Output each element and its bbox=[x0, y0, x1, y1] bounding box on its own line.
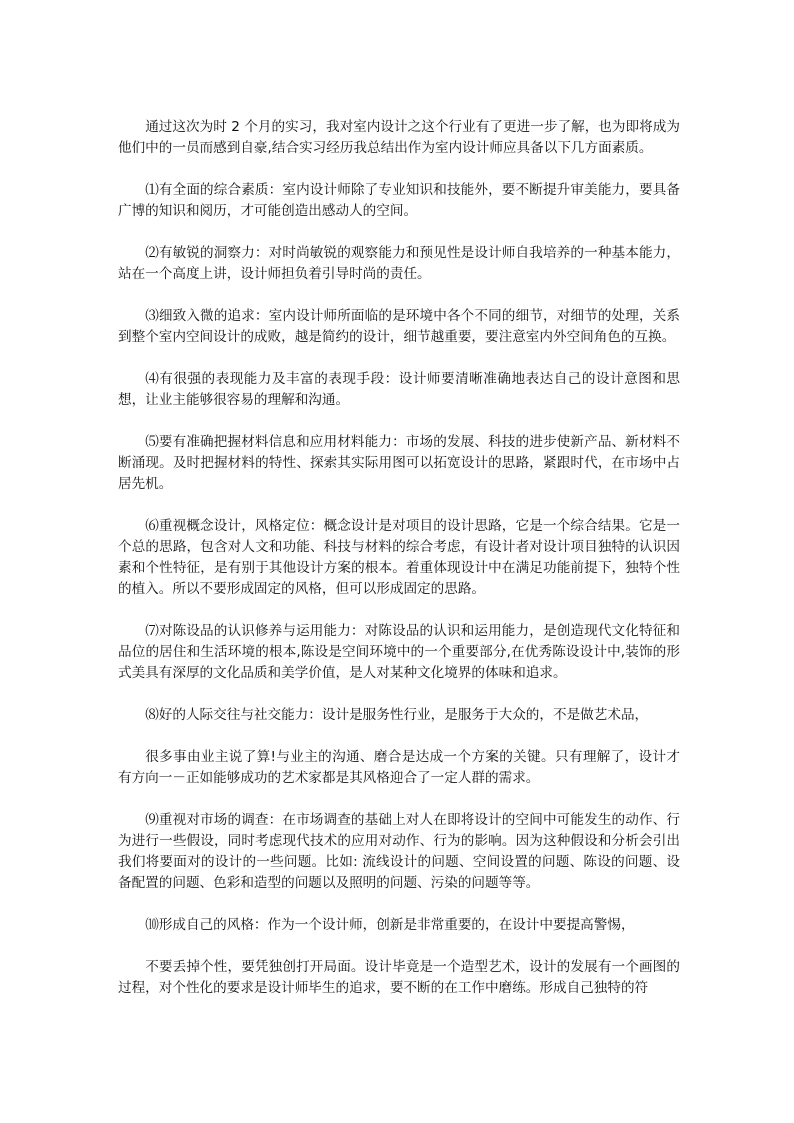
paragraph-item-3: ⑶细致入微的追求：室内设计师所面临的是环境中各个不同的细节，对细节的处理，关系到整个室内空间设计的成败，越是简约的设计，细节越重要，要注意室内外空间角色的互换。 bbox=[118, 308, 680, 345]
paragraph-item-2: ⑵有敏锐的洞察力：对时尚敏锐的观察能力和预见性是设计师自我培养的一种基本能力，站在一个高度上讲，设计师担负着引导时尚的责任。 bbox=[118, 245, 680, 282]
paragraph-item-8-continued: 很多事由业主说了算!与业主的沟通、磨合是达成一个方案的关键。只有理解了，设计才有方向一－正如能够成功的艺术家都是其风格迎合了一定人群的需求。 bbox=[118, 749, 680, 786]
paragraph-item-5: ⑸要有准确把握材料信息和应用材料能力：市场的发展、科技的进步使新产品、新材料不断涌现。及时把握材料的特性、探索其实际用图可以拓宽设计的思路，紧跟时代，在市场中占居先机。 bbox=[118, 434, 680, 492]
document-body bbox=[118, 117, 680, 999]
paragraph-item-10: ⑽形成自己的风格：作为一个设计师，创新是非常重要的，在设计中要提高警惕， bbox=[145, 917, 635, 933]
paragraph-item-1: ⑴有全面的综合素质：室内设计师除了专业知识和技能外，要不断提升审美能力，要具备广博的知识和阅历，才可能创造出感动人的空间。 bbox=[118, 182, 680, 219]
paragraph-item-9: ⑼重视对市场的调查：在市场调查的基础上对人在即将设计的空间中可能发生的动作、行为进行一些假设，同时考虑现代技术的应用对动作、行为的影响。因为这种假设和分析会引出我们将要面对的设计的一些问题。比如: 流线设计的问题、空间设置的问题、陈设的问题、设备配置的问题、色彩和造型的问题以及照明的问题、污染的问题等等。 bbox=[118, 812, 680, 891]
paragraph-item-10-continued: 不要丢掉个性，要凭独创打开局面。设计毕竟是一个造型艺术，设计的发展有一个画图的过程，对个性化的要求是设计师毕生的追求，要不断的在工作中磨练。形成自己独特的符 bbox=[118, 959, 680, 996]
paragraph-item-6: ⑹重视概念设计，风格定位：概念设计是对项目的设计思路，它是一个综合结果。它是一个总的思路，包含对人文和功能、科技与材料的综合考虑，有设计者对设计项目独特的认识因素和个性特征，是有别于其他设计方案的根本。着重体现设计中在满足功能前提下，独特个性的植入。所以不要形成固定的风格，但可以形成固定的思路。 bbox=[118, 518, 680, 597]
paragraph-item-7: ⑺对陈设品的认识修养与运用能力：对陈设品的认识和运用能力，是创造现代文化特征和品位的居住和生活环境的根本,陈设是空间环境中的一个重要部分,在优秀陈设设计中,装饰的形式美具有深厚的文化品质和美学价值，是人对某种文化境界的体味和追求。 bbox=[118, 623, 680, 681]
paragraph-item-8: ⑻好的人际交往与社交能力：设计是服务性行业，是服务于大众的，不是做艺术品， bbox=[145, 707, 649, 723]
paragraph-intro: 通过这次为时 2 个月的实习，我对室内设计之这个行业有了更进一步了解，也为即将成为他们中的一员而感到自豪,结合实习经历我总结出作为室内设计师应具备以下几方面素质。 bbox=[118, 119, 680, 156]
paragraph-item-4: ⑷有很强的表现能力及丰富的表现手段：设计师要清晰准确地表达自己的设计意图和思想，让业主能够很容易的理解和沟通。 bbox=[118, 371, 680, 408]
